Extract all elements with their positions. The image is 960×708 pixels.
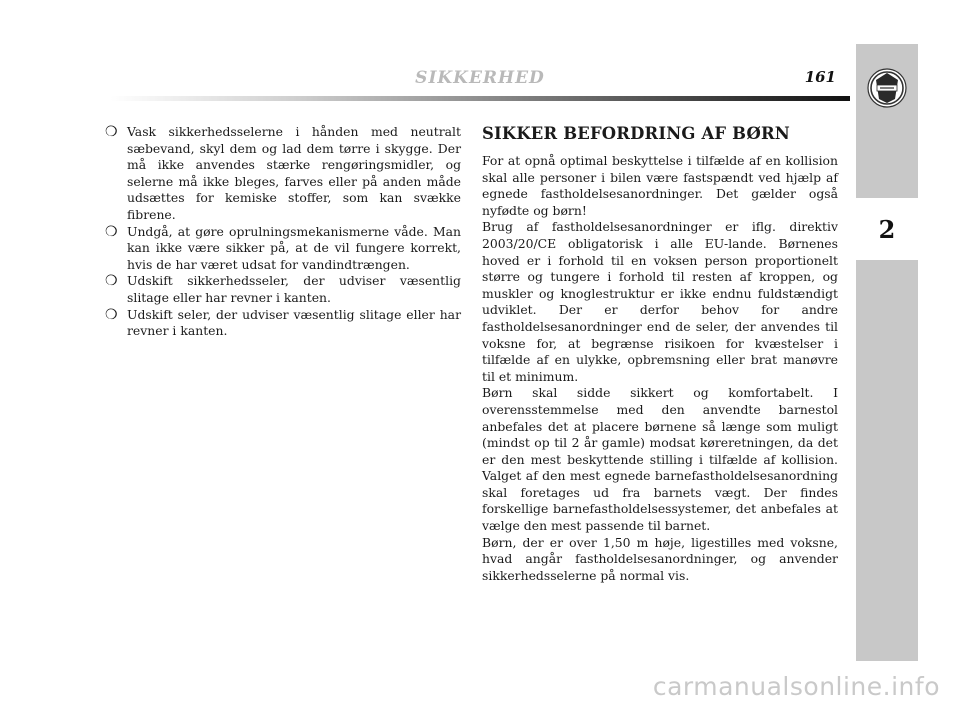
list-item [105, 124, 461, 224]
chapter-tab [856, 198, 918, 260]
paragraph: Børn, der er over 1,50 m høje, ligestilles med voksne, hvad angår fastholdelsesanordninger, og anvender sikkerhedsselerne på normal vis. [482, 534, 838, 583]
list-item-text: Vask sikkerhedsselerne i hånden med neutralt sæbevand, skyl dem og lad dem tørre i skygge. Der må ikke anvendes stærke rengøringsmidler, og selerne må ikke bleges, farves eller på anden måde udsættes for kemiske stoffer, som kan svække fibrene. [127, 124, 461, 222]
page-number: 161 [804, 68, 836, 86]
section-heading: SIKKER BEFORDRING AF BØRN [482, 124, 790, 143]
list-item [105, 307, 461, 340]
circle-bullet-icon: ❍ [105, 223, 118, 240]
lancia-logo-icon [867, 68, 907, 108]
list-item [105, 273, 461, 306]
circle-bullet-icon: ❍ [105, 306, 118, 323]
list-item-text: Undgå, at gøre oprulningsmekanismerne våde. Man kan ikke være sikker på, at de vil fungere korrekt, hvis de har været udsat for vandindtrængen. [127, 223, 461, 272]
chapter-number: 2 [878, 214, 896, 244]
list-item-text: Udskift seler, der udviser væsentlig slitage eller har revner i kanten. [127, 306, 461, 339]
header-section-title: SIKKERHED [415, 68, 545, 88]
list-item [105, 224, 461, 274]
header-rule [110, 96, 850, 101]
care-instructions-list [105, 124, 461, 340]
child-safety-section [482, 124, 838, 584]
paragraph: Brug af fastholdelsesanordninger er iflg. direktiv 2003/20/CE obligatorisk i alle EU-lande. Børnenes hoved er i forhold til en voksen person proportionelt større og tungere i forhold til resten af kroppen, og muskler og knoglestruktur er ikke endnu fuldstændigt udviklet. Der er derfor behov for andre fastholdelsesanordninger end de seler, der anvendes til voksne for, at begrænse risikoen for kvæstelser i tilfælde af en ulykke, opbremsning eller brat manøvre til et minimum. [482, 219, 838, 384]
watermark: carmanualsonline.info [652, 672, 940, 701]
circle-bullet-icon: ❍ [105, 124, 118, 140]
side-tab [856, 44, 918, 661]
list-item-text: Udskift sikkerhedsseler, der udviser væsentlig slitage eller har revner i kanten. [127, 273, 461, 305]
circle-bullet-icon: ❍ [105, 273, 118, 290]
paragraph: Børn skal sidde sikkert og komfortabelt. I overensstemmelse med den anvendte barnestol anbefales det at placere børnene så længe som muligt (mindst op til 2 år gamle) modsat køreretningen, da det er den mest beskyttende stilling i tilfælde af kollision. Valget af den mest egnede barnefastholdelsesanordning skal foretages ud fra barnets vægt. Der findes forskellige barnefastholdelsessystemer, det anbefales at vælge den mest passende til barnet. [482, 385, 838, 534]
paragraph: For at opnå optimal beskyttelse i tilfælde af en kollision skal alle personer i bilen være fastspændt ved hjælp af egnede fastholdelsesanordninger. Det gælder også nyfødte og børn! [482, 153, 838, 218]
